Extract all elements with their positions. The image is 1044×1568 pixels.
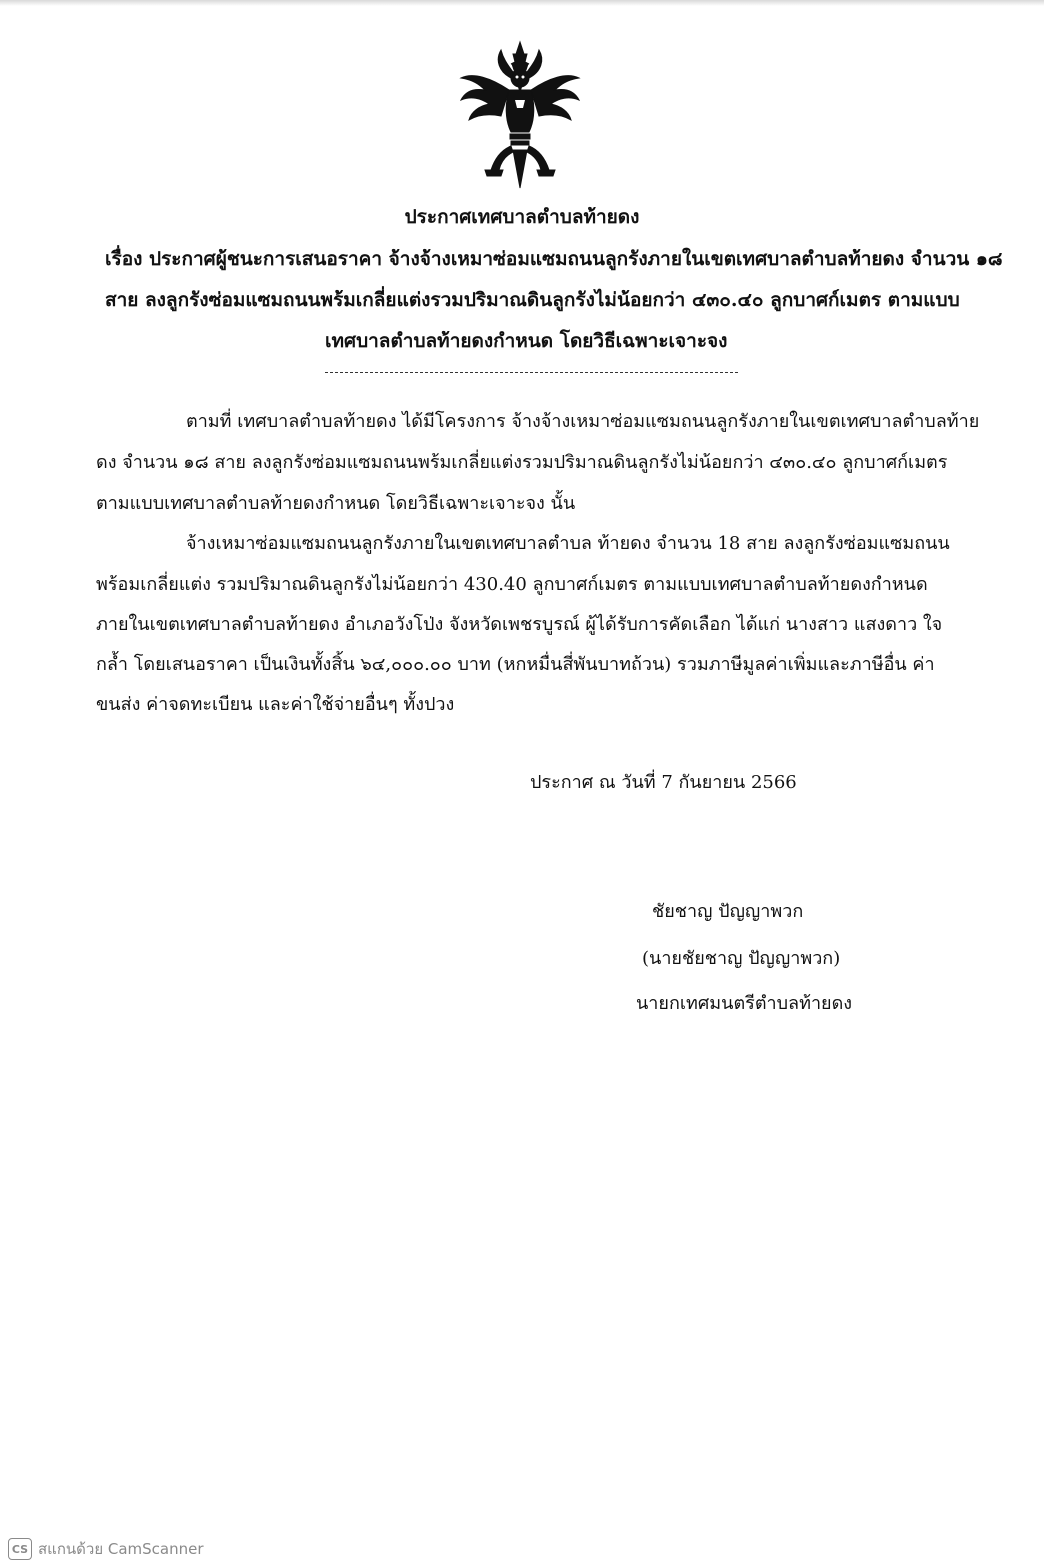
camscanner-footer [8,1537,204,1561]
signatory-position: นายกเทศมนตรีตำบลท้ายดง [636,993,853,1014]
subject-line-1: เรื่อง ประกาศผู้ชนะการเสนอราคา จ้างจ้างเหมาซ่อมแซมถนนลูกรังภายในเขตเทศบาลตำบลท้ายดง จำนวน ๑๘ [105,248,1003,270]
paragraph2-line-1: จ้างเหมาซ่อมแซมถนนลูกรังภายในเขตเทศบาลตำบล ท้ายดง จำนวน 18 สาย ลงลูกรังซ่อมแซมถนน [186,533,950,554]
paragraph2-line-4: กล้ำ โดยเสนอราคา เป็นเงินทั้งสิ้น ๖๔,๐๐๐.๐๐ บาท (หกหมื่นสี่พันบาทถ้วน) รวมภาษีมูลค่าเพิ่มและภาษีอื่น ค่า [96,654,935,675]
printed-name: (นายชัยชาญ ปัญญาพวก) [642,948,841,969]
announcement-date: ประกาศ ณ วันที่ 7 กันยายน 2566 [530,772,797,793]
paragraph1-line-3: ตามแบบเทศบาลตำบลท้ายดงกำหนด โดยวิธีเฉพาะเจาะจง นั้น [96,493,576,514]
camscanner-footer-text: สแกนด้วย CamScanner [38,1540,204,1558]
paragraph2-line-5: ขนส่ง ค่าจดทะเบียน และค่าใช้จ่ายอื่นๆ ทั้งปวง [96,694,455,715]
paragraph1-line-1: ตามที่ เทศบาลตำบลท้ายดง ได้มีโครงการ จ้างจ้างเหมาซ่อมแซมถนนลูกรังภายในเขตเทศบาลตำบลท้าย [186,411,980,432]
document-title: ประกาศเทศบาลตำบลท้ายดง [404,206,640,228]
scan-top-edge [0,0,1044,6]
separator-rule [325,372,738,373]
garuda-emblem-icon [455,38,585,193]
paragraph2-line-2: พร้อมเกลี่ยแต่ง รวมปริมาณดินลูกรังไม่น้อยกว่า 430.40 ลูกบาศก์เมตร ตามแบบเทศบาลตำบลท้ายดงกำหนด [96,574,928,595]
paragraph2-line-3: ภายในเขตเทศบาลตำบลท้ายดง อำเภอวังโป่ง จังหวัดเพชรบูรณ์ ผู้ได้รับการคัดเลือก ได้แก่ นางสาว แสงดาว ใจ [96,614,943,635]
subject-line-3: เทศบาลตำบลท้ายดงกำหนด โดยวิธีเฉพาะเจาะจง [325,330,728,352]
signed-name: ชัยชาญ ปัญญาพวก [652,901,804,922]
camscanner-logo-icon: CS [8,1538,32,1560]
subject-line-2: สาย ลงลูกรังซ่อมแซมถนนพร้มเกลี่ยแต่งรวมปริมาณดินลูกรังไม่น้อยกว่า ๔๓๐.๔๐ ลูกบาศก์เมตร ตามแบบ [105,289,960,311]
paragraph1-line-2: ดง จำนวน ๑๘ สาย ลงลูกรังซ่อมแซมถนนพร้มเกลี่ยแต่งรวมปริมาณดินลูกรังไม่น้อยกว่า ๔๓๐.๔๐ ลูกบาศก์เมตร [96,452,948,473]
